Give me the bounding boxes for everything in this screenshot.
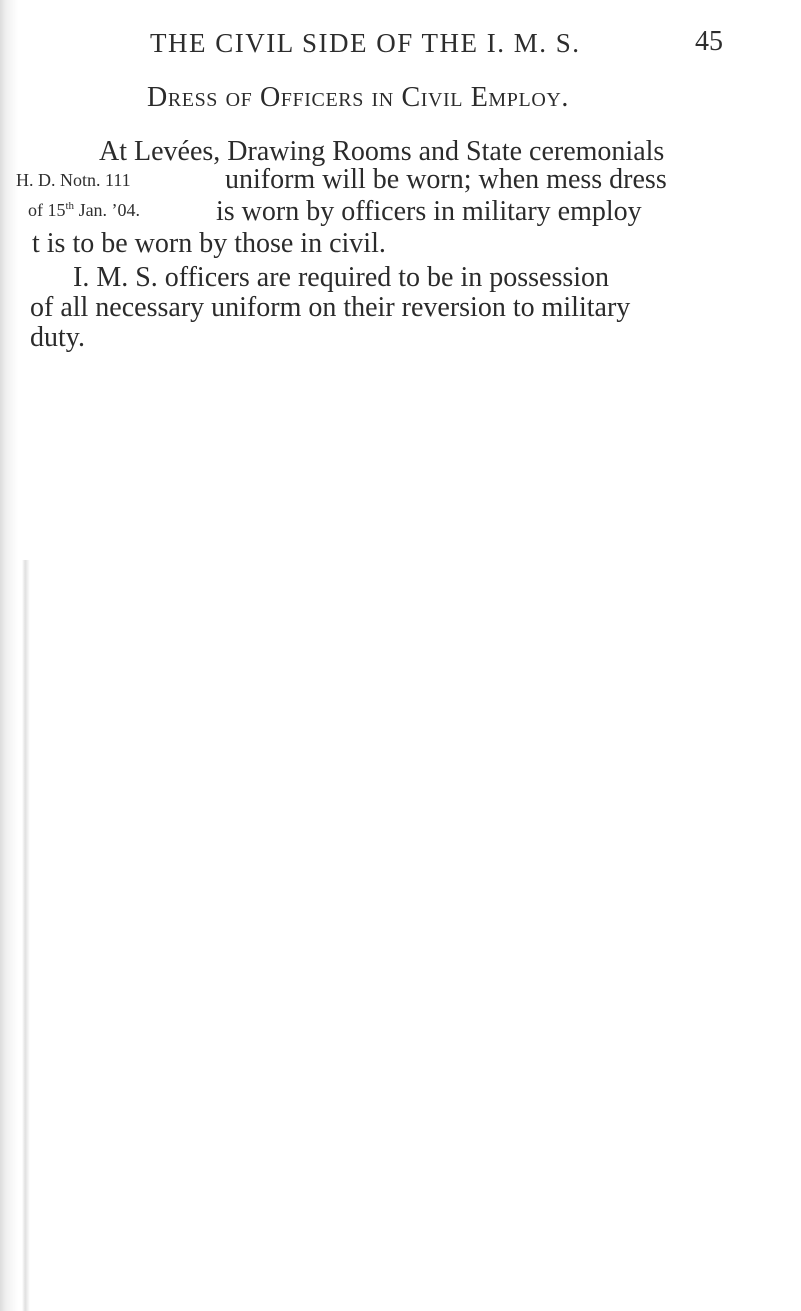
page-gutter-shadow — [0, 0, 40, 1311]
paragraph-2-line-2: of all necessary uniform on their reversion to military — [30, 292, 631, 323]
paragraph-1-line-3: is worn by officers in military employ — [216, 196, 642, 227]
section-heading: Dress of Officers in Civil Employ. — [147, 82, 570, 113]
paragraph-1-line-1: At Levées, Drawing Rooms and State ceremonials — [99, 136, 665, 167]
paragraph-2-line-3: duty. — [30, 322, 85, 353]
paragraph-1-line-4: t is to be worn by those in civil. — [32, 228, 386, 259]
margin-note-line-1: H. D. Notn. 111 — [16, 170, 131, 190]
margin-note-line-2: of 15th Jan. ’04. — [28, 200, 141, 220]
running-head: THE CIVIL SIDE OF THE I. M. S. — [150, 28, 581, 58]
paragraph-2-line-1: I. M. S. officers are required to be in possession — [73, 262, 610, 293]
binding-edge — [22, 560, 30, 1311]
paragraph-1-line-2: uniform will be worn; when mess dress — [225, 164, 667, 195]
page-number: 45 — [695, 26, 723, 57]
